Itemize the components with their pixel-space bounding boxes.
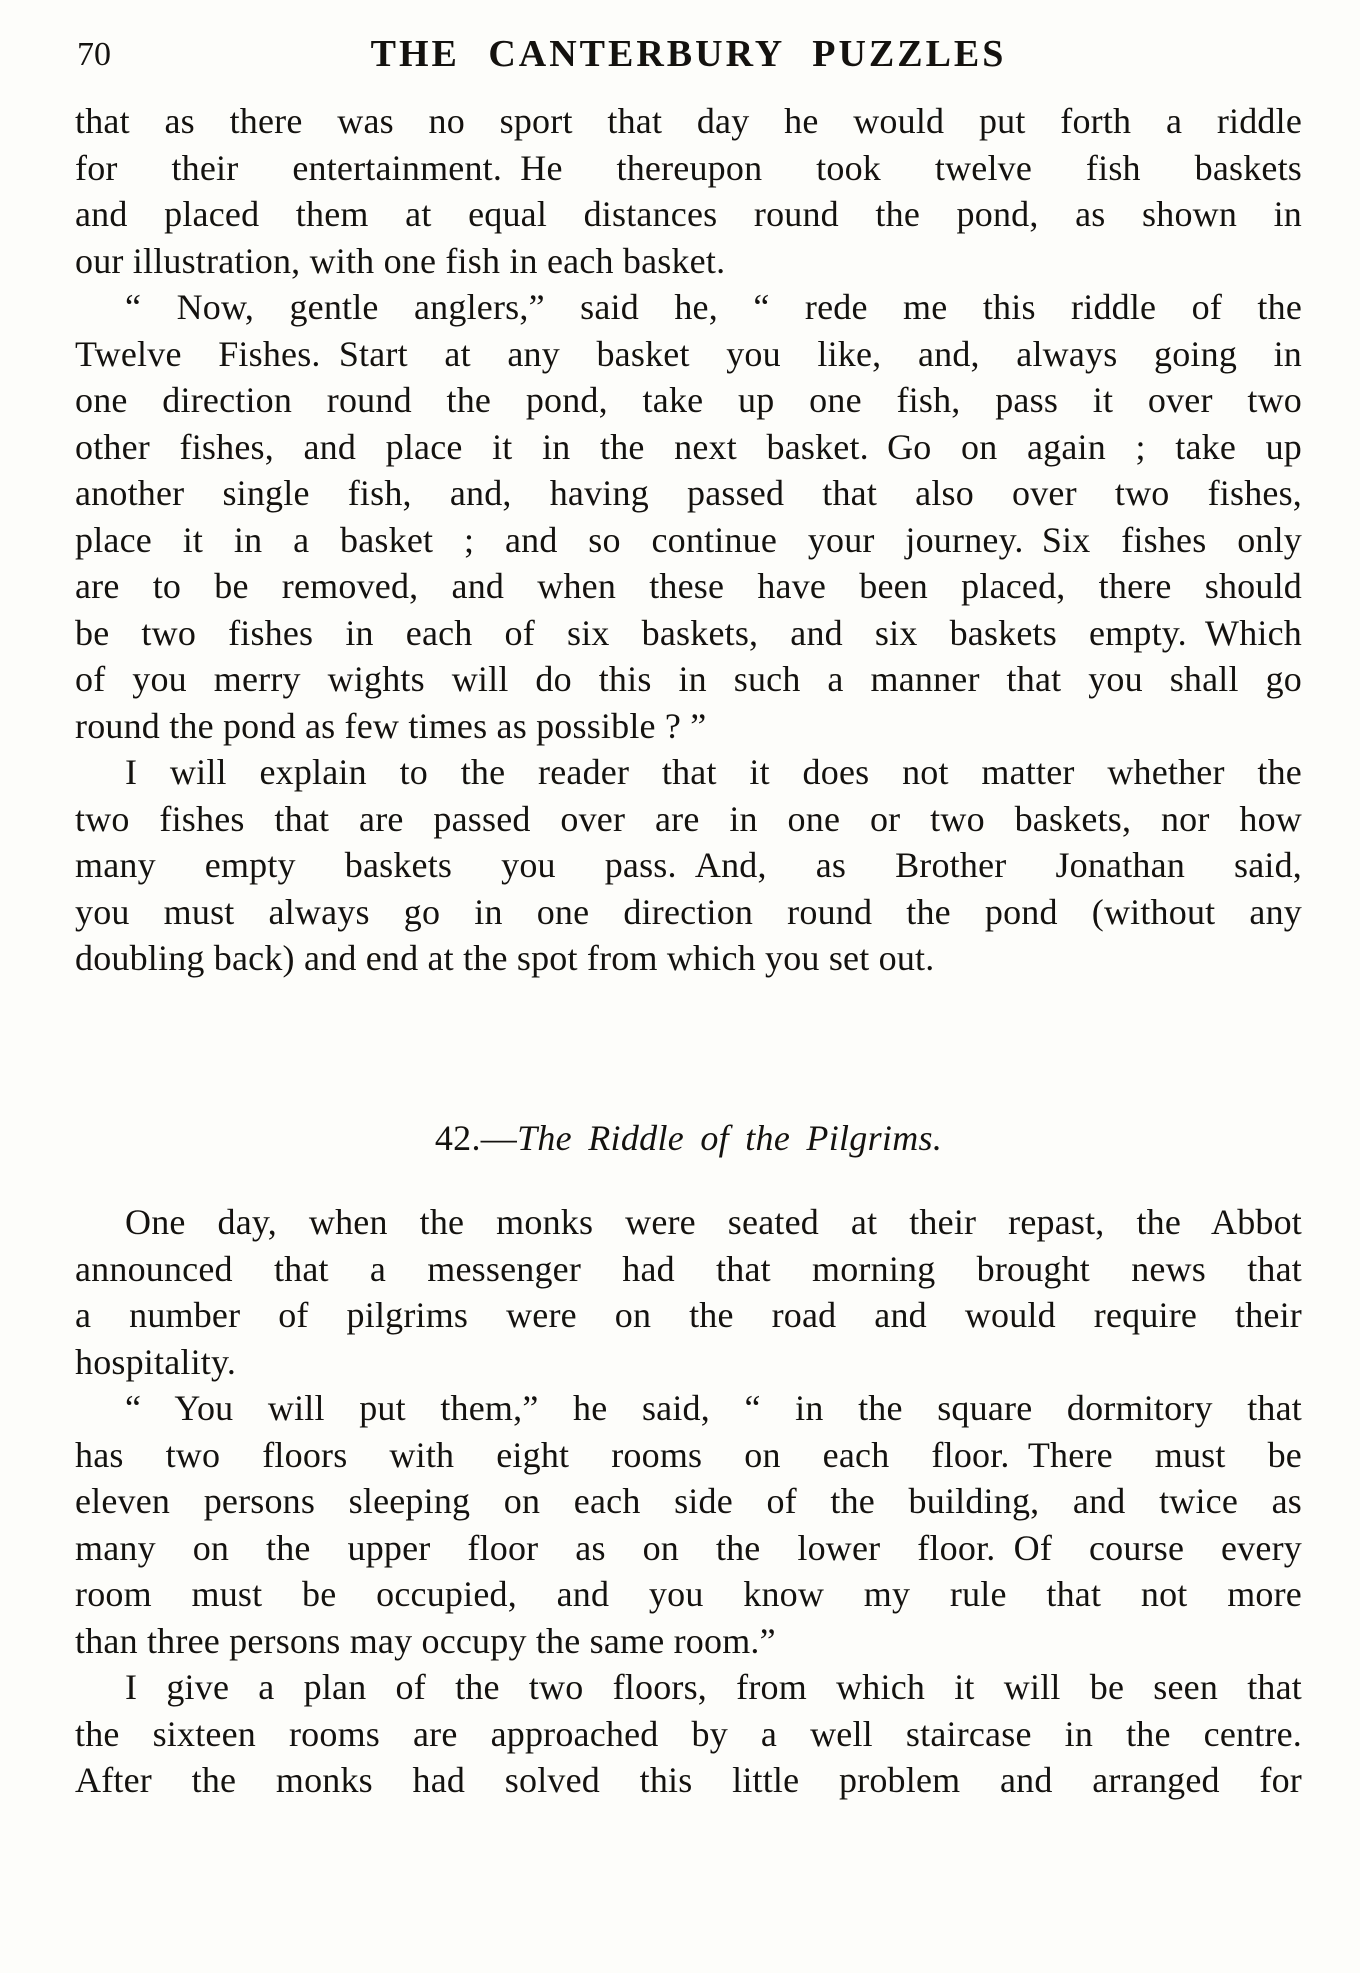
text-line: two fishes that are passed over are in one or two baskets, nor how <box>75 798 1302 839</box>
page-header <box>75 30 1302 82</box>
text-line: be two fishes in each of six baskets, and six baskets empty. Which <box>75 612 1302 653</box>
text-line: a number of pilgrims were on the road and would require their <box>75 1295 1302 1335</box>
text-line: of you merry wights will do this in such a manner that you shall go <box>75 659 1302 699</box>
text-line: another single fish, and, having passed that also over two fishes, <box>75 473 1302 513</box>
text-line: After the monks had solved this little problem and arranged for <box>75 1760 1302 1800</box>
section-heading-number: 42.— <box>434 1117 518 1158</box>
text-line: many empty baskets you pass. And, as Brother Jonathan said, <box>75 845 1302 885</box>
text-line: are to be removed, and when these have been placed, there should <box>75 566 1302 606</box>
text-paragraph <box>75 749 1302 982</box>
text-line: eleven persons sleeping on each side of the building, and twice as <box>75 1481 1302 1521</box>
text-line: has two floors with eight rooms on each floor. There must be <box>75 1434 1302 1475</box>
text-paragraph <box>75 1199 1302 1385</box>
page-number: 70 <box>77 36 111 73</box>
text-paragraph <box>75 284 1302 749</box>
body-text <box>75 98 1302 1804</box>
text-line: our illustration, with one fish in each basket. <box>75 240 726 281</box>
header-title: THE CANTERBURY PUZZLES <box>370 33 1007 75</box>
text-line: place it in a basket ; and so continue your journey. Six fishes only <box>75 519 1302 560</box>
text-line: I will explain to the reader that it does not matter whether the <box>125 752 1302 792</box>
text-line: that as there was no sport that day he would put forth a riddle <box>75 101 1302 141</box>
text-line: one direction round the pond, take up one fish, pass it over two <box>75 380 1302 420</box>
text-line: than three persons may occupy the same room.” <box>75 1620 776 1661</box>
text-line: Twelve Fishes. Start at any basket you like, and, always going in <box>75 333 1302 374</box>
text-line: “ Now, gentle anglers,” said he, “ rede me this riddle of the <box>125 287 1302 327</box>
section-heading <box>75 1115 1302 1162</box>
text-line: announced that a messenger had that morning brought news that <box>75 1248 1302 1289</box>
text-line: hospitality. <box>75 1341 237 1382</box>
text-line: for their entertainment. He thereupon took twelve fish baskets <box>75 147 1302 188</box>
text-line: the sixteen rooms are approached by a well staircase in the centre. <box>75 1713 1302 1754</box>
text-line: and placed them at equal distances round the pond, as shown in <box>75 194 1302 234</box>
text-line: room must be occupied, and you know my rule that not more <box>75 1574 1302 1614</box>
text-line: doubling back) and end at the spot from which you set out. <box>75 938 935 978</box>
text-line: other fishes, and place it in the next basket. Go on again ; take up <box>75 426 1302 467</box>
text-line: “ You will put them,” he said, “ in the square dormitory that <box>125 1388 1302 1428</box>
text-paragraph <box>75 1664 1302 1804</box>
text-paragraph <box>75 98 1302 284</box>
text-line: One day, when the monks were seated at their repast, the Abbot <box>125 1202 1302 1242</box>
text-paragraph <box>75 1385 1302 1664</box>
text-line: I give a plan of the two floors, from which it will be seen that <box>125 1667 1302 1707</box>
text-line: round the pond as few times as possible ? ” <box>75 705 707 746</box>
section-heading-title: The Riddle of the Pilgrims. <box>517 1117 943 1158</box>
text-line: you must always go in one direction round the pond (without any <box>75 891 1302 932</box>
text-line: many on the upper floor as on the lower floor. Of course every <box>75 1527 1302 1568</box>
